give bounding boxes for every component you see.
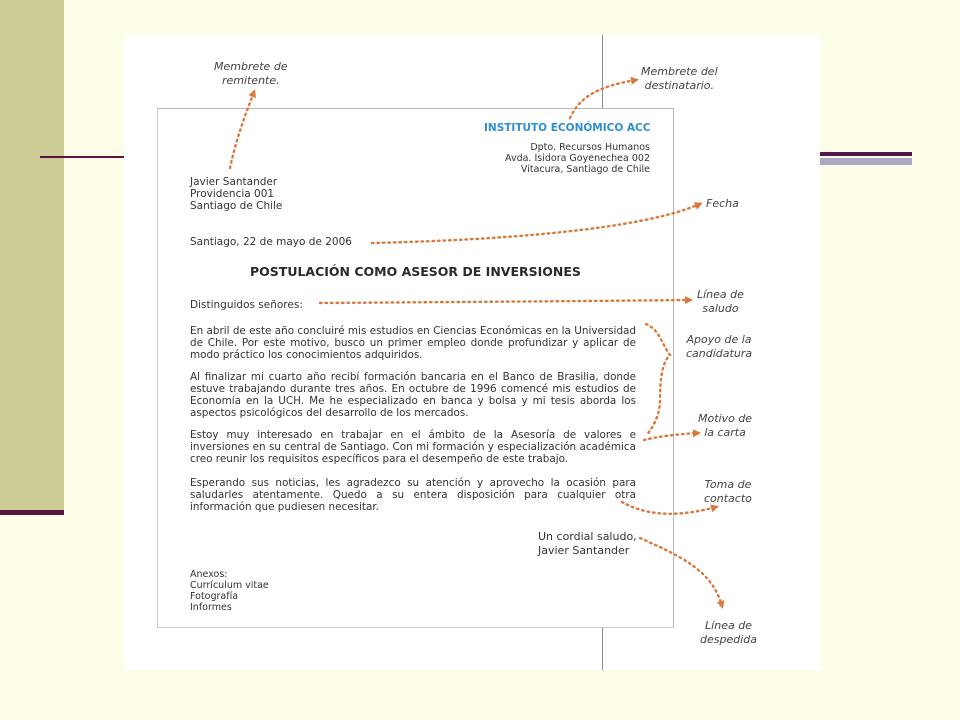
arrow-linea-despedida [640,538,722,606]
sender-city: Santiago de Chile [190,200,283,212]
letter-greeting: Distinguidos señores: [190,299,303,311]
annotation-line: Toma de [704,478,752,491]
annotation-line: Membrete de [214,60,288,73]
signature-name: Javier Santander [538,544,630,557]
annotation-line: Línea de [705,619,752,632]
arrow-linea-saludo [320,300,690,303]
annotation-line: Fecha [706,197,739,210]
annotation-line: Membrete del [641,65,718,78]
annotation-line: despedida [700,633,757,646]
letter-paragraph: Estoy muy interesado en trabajar en el ámbito de la Asesoría de valores e inversiones en su central de Santiago. Con mi formación y especialización académica creo reunir los requisitos específicos para el desempeño de este trabajo. [190,429,636,465]
annotation-line: Motivo de [698,412,753,425]
sender-name: Javier Santander [190,176,278,188]
arrow-membrete-destinatario [570,80,636,118]
letter-paragraph: En abril de este año concluiré mis estudios en Ciencias Económicas en la Universidad de Chile. Por este motivo, busco un primer empleo donde profundizar y aplicar de modo práctico los conocimientos adquiridos. [190,325,636,361]
annotation-line: candidatura [686,347,753,360]
annotation-line: Línea de [697,288,744,301]
letter-paragraph: Al finalizar mi cuarto año recibí formación bancaria en el Banco de Brasilia, donde estuve trabajando durante tres años. En octubre de 1996 comencé mis estudios de Economía en la UCH. Me he especializado en banca y bolsa y mi tesis aborda los aspectos psicológicos del desarrollo de los mercados. [190,371,636,419]
annex-item: Informes [190,602,232,613]
sender-street: Providencia 001 [190,188,275,200]
recipient-street: Avda. Isidora Goyenechea 002 [505,153,651,164]
letter-date: Santiago, 22 de mayo de 2006 [190,236,352,248]
arrow-membrete-remitente [230,92,254,168]
annotation-line: contacto [704,492,752,505]
recipient-department: Dpto. Recursos Humanos [530,142,651,153]
letter-subject: POSTULACIÓN COMO ASESOR DE INVERSIONES [250,264,581,279]
recipient-name: INSTITUTO ECONÓMICO ACC [484,122,651,134]
annotation-line: saludo [702,302,739,315]
arrow-fecha [372,204,700,243]
annex-item: Fotografía [190,591,239,602]
annotation-line: remitente. [221,74,280,87]
annexes-heading: Anexos: [190,569,228,580]
arrow-motivo-carta [644,433,698,440]
annotation-line: destinatario. [644,79,715,92]
letter-paragraph: Esperando sus noticias, les agradezco su atención y aprovecho la ocasión para saludarles atentamente. Quedo a su entera disposición para cualquier otra información que pudiesen necesitar. [190,477,636,513]
annex-item: Currículum vitae [190,580,269,591]
arrow-toma-contacto [622,502,716,514]
recipient-city: Vitacura, Santiago de Chile [520,164,651,175]
arrow-apoyo-brace [646,324,670,436]
annotation-line: Apoyo de la [686,333,752,346]
farewell-line: Un cordial saludo, [538,530,637,543]
annotation-line: la carta [704,426,746,439]
